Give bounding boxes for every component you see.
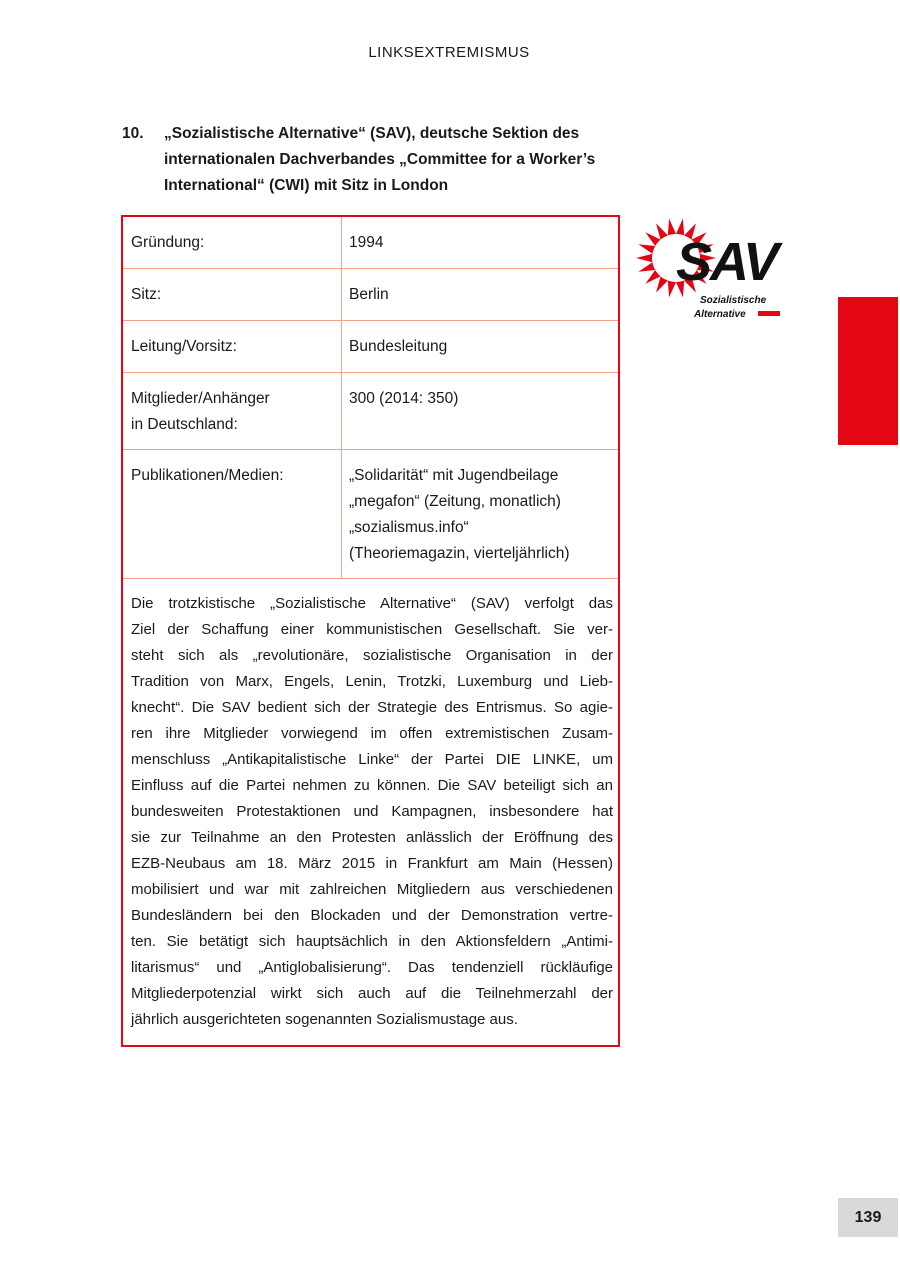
fact-value [349, 450, 609, 567]
fact-row-publications [123, 450, 618, 579]
description-line: bundesweiten Protestaktionen und Kampagnen, insbesondere hat [131, 803, 613, 820]
fact-row-members [123, 373, 618, 450]
sav-logo [636, 212, 812, 324]
publication-line: „megafon“ (Zeitung, monatlich) [349, 493, 561, 510]
fact-label-line: in Deutschland: [131, 416, 238, 433]
fact-label: Sitz: [131, 286, 162, 303]
logo-subtitle-line: Alternative [694, 309, 746, 320]
fact-value: 1994 [349, 234, 384, 251]
description-line: Ziel der Schaffung einer kommunistischen Gesellschaft. Sie ver- [131, 621, 613, 638]
fact-label-line: Mitglieder/Anhänger [131, 390, 270, 407]
page-number: 139 [838, 1198, 898, 1237]
fact-box [121, 215, 620, 1047]
description-line: sie zur Teilnahme an den Protesten anlässlich der Eröffnung des [131, 829, 613, 846]
description-line: Mitgliederpotenzial wirkt sich auch auf die Teilnehmerzahl der [131, 985, 613, 1002]
description-line: jährlich ausgerichteten sogenannten Sozialismustage aus. [131, 1011, 518, 1028]
fact-value: 300 (2014: 350) [349, 390, 459, 407]
description-text [131, 591, 613, 1033]
fact-label: Leitung/Vorsitz: [131, 338, 237, 355]
section-title-line: „Sozialistische Alternative“ (SAV), deutsche Sektion des [164, 125, 580, 142]
description-line: knecht“. Die SAV bedient sich der Strategie des Entrismus. So agie- [131, 699, 613, 716]
fact-row-seat [123, 269, 618, 321]
publication-line: „Solidarität“ mit Jugendbeilage [349, 467, 559, 484]
fact-row-leadership [123, 321, 618, 373]
logo-wordmark: SAV [676, 232, 778, 292]
publication-line: (Theoriemagazin, vierteljährlich) [349, 545, 570, 562]
publication-line: „sozialismus.info“ [349, 519, 469, 536]
section-title-line: International“ (CWI) mit Sitz in London [164, 177, 449, 194]
description-line: litarismus“ und „Antiglobalisierung“. Das tendenziell rückläufige [131, 959, 613, 976]
description-line: steht sich als „revolutionäre, sozialistische Organisation in der [131, 647, 613, 664]
description-line: ren ihre Mitglieder vorwiegend im offen extremistischen Zusam- [131, 725, 613, 742]
fact-label [131, 373, 331, 438]
description-line: Bundesländern bei den Blockaden und der Demonstration vertre- [131, 907, 613, 924]
fact-row-founding [123, 217, 618, 269]
fact-value: Bundesleitung [349, 338, 448, 355]
section-title-line: internationalen Dachverbandes „Committee for a Worker’s [164, 151, 596, 168]
fact-label: Publikationen/Medien: [131, 467, 284, 484]
section-number: 10. [122, 125, 144, 142]
logo-subtitle-line: Sozialistische [700, 295, 767, 306]
fact-value: Berlin [349, 286, 389, 303]
chapter-tab [838, 297, 898, 445]
description-line: menschluss „Antikapitalistische Linke“ der Partei DIE LINKE, um [131, 751, 613, 768]
description-line: mobilisiert und war mit zahlreichen Mitgliedern aus verschiedenen [131, 881, 613, 898]
description-line: ten. Sie betätigt sich hauptsächlich in den Aktionsfeldern „Antimi- [131, 933, 613, 950]
description-line: EZB-Neubaus am 18. März 2015 in Frankfurt am Main (Hessen) [131, 855, 613, 872]
description-line: Die trotzkistische „Sozialistische Alternative“ (SAV) verfolgt das [131, 595, 613, 612]
description-line: Tradition von Marx, Engels, Lenin, Trotzki, Luxemburg und Lieb- [131, 673, 613, 690]
fact-label: Gründung: [131, 234, 205, 251]
description-line: Einfluss auf die Partei nehmen zu können. Die SAV beteiligt sich an [131, 777, 613, 794]
running-head: LINKSEXTREMISMUS [368, 44, 530, 61]
